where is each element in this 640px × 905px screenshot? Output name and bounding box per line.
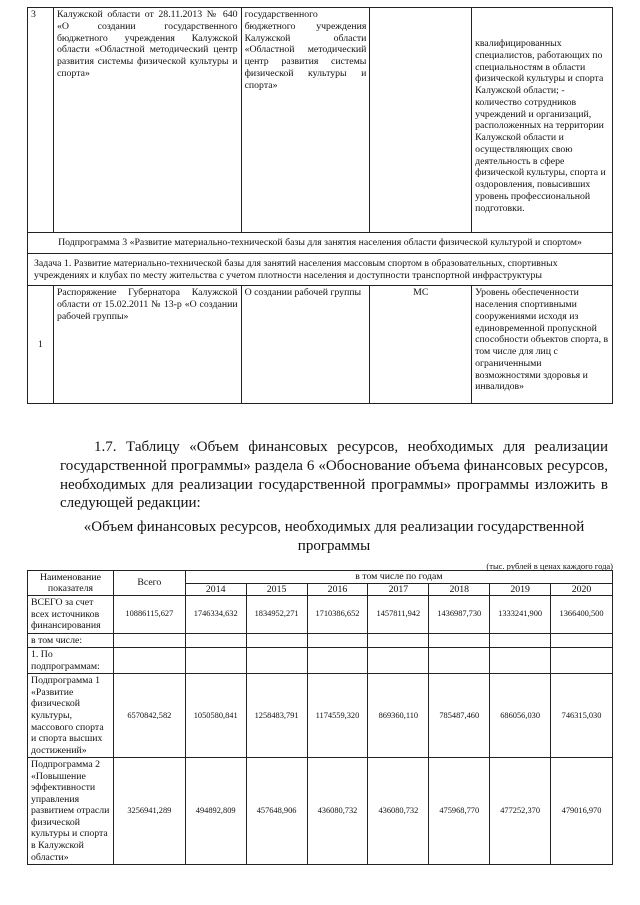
- year-header: 2019: [490, 583, 551, 596]
- row-total: 6570842,582: [113, 674, 185, 758]
- row-total: [113, 648, 185, 674]
- year-value: [490, 648, 551, 674]
- year-value: 1333241,900: [490, 596, 551, 634]
- year-value: [429, 648, 490, 674]
- year-value: [307, 648, 368, 674]
- year-value: 1258483,791: [246, 674, 307, 758]
- year-value: 1457811,942: [368, 596, 429, 634]
- act-name-cell: О создании рабочей группы: [241, 286, 370, 404]
- year-value: 457648,906: [246, 758, 307, 865]
- year-value: 475968,770: [429, 758, 490, 865]
- units-note: (тыс. рублей в ценах каждого года): [486, 561, 613, 571]
- row-total: 3256941,289: [113, 758, 185, 865]
- year-value: 785487,460: [429, 674, 490, 758]
- year-value: [490, 633, 551, 648]
- act-name-cell: государственного бюджетного учреждения Калужской области «Областной методический центр развития системы физической культуры и спорта»: [241, 8, 370, 233]
- table-row: [28, 648, 613, 674]
- row-number: 1: [28, 286, 54, 404]
- year-value: 1746334,632: [185, 596, 246, 634]
- year-value: 1834952,271: [246, 596, 307, 634]
- year-value: 746315,030: [551, 674, 613, 758]
- indicator-cell: Уровень обеспеченности населения спортивными сооружениями исходя из единовременной пропускной способности объектов спорта, в том числе для лиц с ограниченными возможностями здоровья и инвалидов»: [472, 286, 613, 404]
- year-value: [246, 633, 307, 648]
- table-row: [28, 633, 613, 648]
- year-header: 2017: [368, 583, 429, 596]
- executor-cell: [370, 8, 472, 233]
- task-heading: Задача 1. Развитие материально-технической базы для занятий населения массовым спортом в образовательных, спортивных учреждениях и клубах по месту жительства с учетом плотности населения и доступности транспортной инфраструктуры: [28, 253, 613, 286]
- year-value: 479016,970: [551, 758, 613, 865]
- table-row: [28, 8, 613, 233]
- year-value: 1710386,652: [307, 596, 368, 634]
- year-value: [368, 633, 429, 648]
- year-value: 869360,110: [368, 674, 429, 758]
- year-value: [551, 648, 613, 674]
- year-value: 1174559,320: [307, 674, 368, 758]
- header-name: Наименование показателя: [28, 571, 114, 596]
- table-row: [28, 674, 613, 758]
- header-row: [28, 571, 613, 584]
- finance-table-title: «Объем финансовых ресурсов, необходимых для реализации государственной программы: [83, 519, 585, 554]
- row-total: 10886115,627: [113, 596, 185, 634]
- year-header: 2020: [551, 583, 613, 596]
- year-value: [185, 648, 246, 674]
- year-value: 1366400,500: [551, 596, 613, 634]
- year-header: 2018: [429, 583, 490, 596]
- year-value: [246, 648, 307, 674]
- table-row: [28, 596, 613, 634]
- executor-cell: МС: [370, 286, 472, 404]
- year-header: 2014: [185, 583, 246, 596]
- table-row: [28, 286, 613, 404]
- year-value: 1436987,730: [429, 596, 490, 634]
- row-number: 3: [28, 8, 54, 233]
- subprogram-heading: Подпрограмма 3 «Развитие материально-технической базы для занятия населения области физической культурой и спортом»: [28, 233, 613, 254]
- year-value: [307, 633, 368, 648]
- year-value: [429, 633, 490, 648]
- legal-act-cell: Распоряжение Губернатора Калужской области от 15.02.2011 № 13-р «О создании рабочей группы»: [53, 286, 241, 404]
- row-label: 1. По подпрограммам:: [28, 648, 114, 674]
- year-value: 436080,732: [368, 758, 429, 865]
- header-years-group: в том числе по годам: [185, 571, 612, 584]
- row-total: [113, 633, 185, 648]
- year-value: [368, 648, 429, 674]
- year-value: 494892,809: [185, 758, 246, 865]
- table-row: [28, 758, 613, 865]
- year-value: [551, 633, 613, 648]
- year-value: 477252,370: [490, 758, 551, 865]
- year-value: 1050580,841: [185, 674, 246, 758]
- year-header: 2015: [246, 583, 307, 596]
- year-header: 2016: [307, 583, 368, 596]
- amendment-paragraph: 1.7. Таблицу «Объем финансовых ресурсов, необходимых для реализации государственной программы» раздела 6 «Обоснование объема финансовых ресурсов, необходимых для реализации государственной программы» программы изложить в следующей редакции:: [60, 439, 608, 512]
- table-row: [28, 253, 613, 286]
- finance-table: [27, 570, 613, 865]
- row-label: в том числе:: [28, 633, 114, 648]
- year-value: [185, 633, 246, 648]
- program-measures-table: [27, 7, 613, 404]
- header-total: Всего: [113, 571, 185, 596]
- indicator-cell: квалифицированных специалистов, работающих по специальностям в области физической культуры и спорта Калужской области; - количество сотрудников учреждений и организаций, расположенных на территории Калужской области и осуществляющих свою деятельность в сфере физической культуры, спорта и оздоровления, повысивших уровень профессиональной подготовки.: [472, 8, 613, 233]
- year-value: 686056,030: [490, 674, 551, 758]
- row-label: ВСЕГО за счет всех источников финансирования: [28, 596, 114, 634]
- table-row: [28, 233, 613, 254]
- year-value: 436080,732: [307, 758, 368, 865]
- row-label: Подпрограмма 2 «Повышение эффективности управления развитием отрасли физической культуры и спорта в Калужской области»: [28, 758, 114, 865]
- row-label: Подпрограмма 1 «Развитие физической культуры, массового спорта и спорта высших достижений»: [28, 674, 114, 758]
- legal-act-cell: Калужской области от 28.11.2013 № 640 «О создании государственного бюджетного учреждения Калужской области «Областной методический центр развития системы физической культуры и спорта»: [53, 8, 241, 233]
